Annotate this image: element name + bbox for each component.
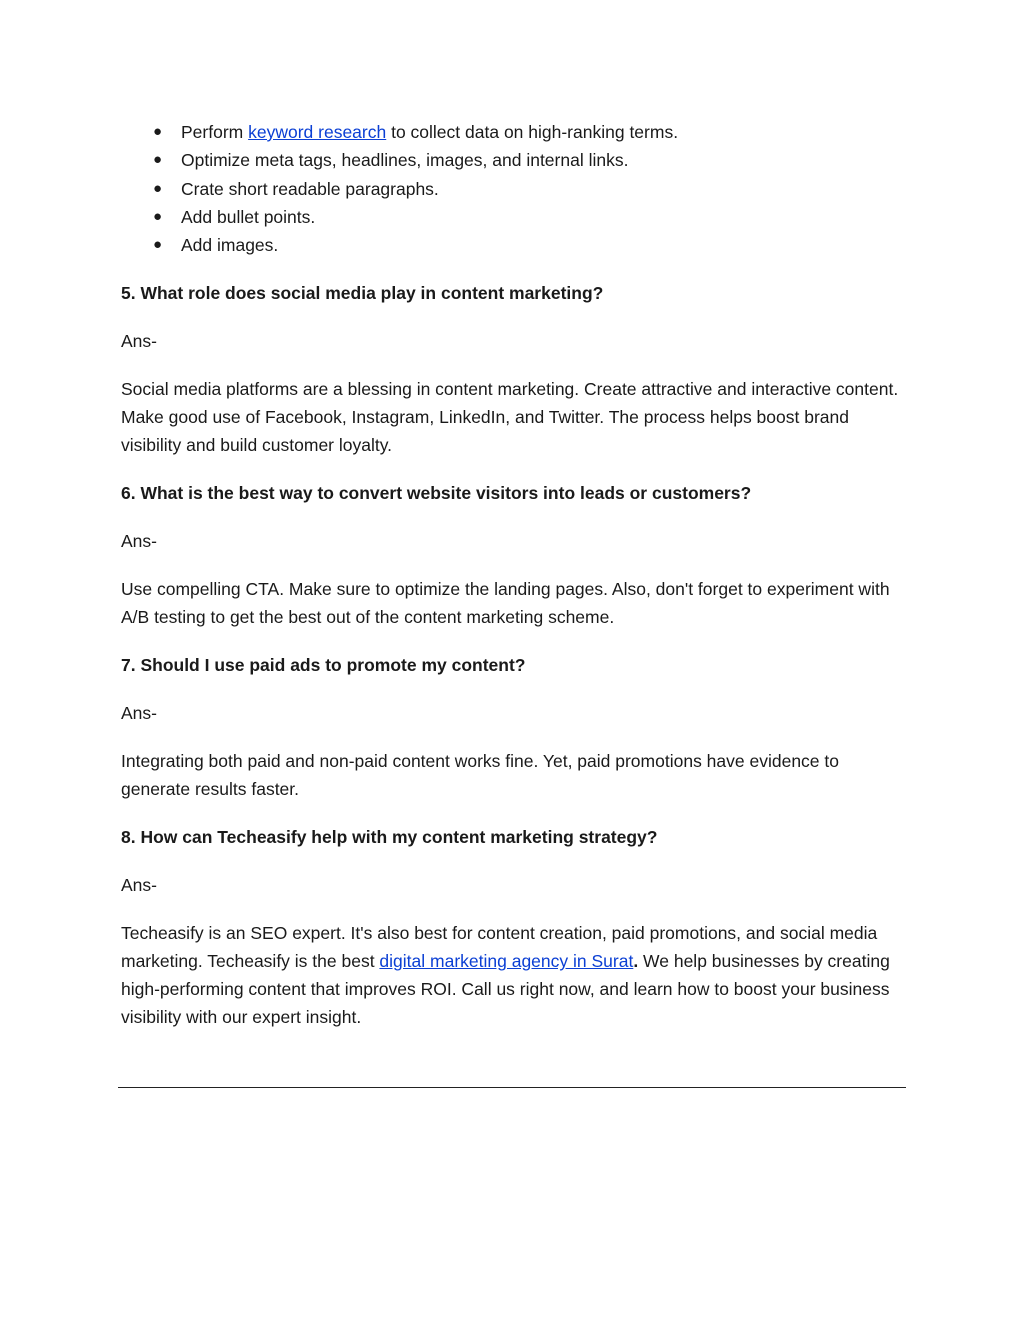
faq-question-6: 6. What is the best way to convert website visitors into leads or customers? [121,483,752,504]
list-item-text: Crate short readable paragraphs. [181,178,439,199]
faq-answer-5: Social media platforms are a blessing in content marketing. Create attractive and interactive content. Make good use of Facebook, Instagram, LinkedIn, and Twitter. The process helps boost brand visibility and build customer loyalty. [121,379,899,456]
digital-marketing-agency-link[interactable]: digital marketing agency in Surat [379,951,634,972]
faq-answer-label: Ans- [121,703,157,724]
keyword-research-link[interactable]: keyword research [248,122,387,142]
faq-answer-8-text-pre: Techeasify is an SEO expert. It's also best for content creation, paid promotions, and social media marketing. Techeasify is the best [121,923,878,972]
faq-answer-label: Ans- [121,875,157,896]
list-item [121,118,911,146]
bullet-icon: ● [153,207,163,225]
list-item-text: Optimize meta tags, headlines, images, and internal links. [181,150,629,171]
faq-answer-label: Ans- [121,531,157,552]
faq-answer-6: Use compelling CTA. Make sure to optimize the landing pages. Also, don't forget to experiment with A/B testing to get the best out of the content marketing scheme. [121,579,890,628]
faq-answer-8 [121,919,911,1031]
bullet-icon: ● [153,151,163,169]
horizontal-divider [118,1087,906,1088]
bullet-icon: ● [153,123,163,140]
faq-answer-7: Integrating both paid and non-paid content works fine. Yet, paid promotions have evidence to generate results faster. [121,751,839,800]
faq-answer-label: Ans- [121,331,157,352]
list-item [121,203,911,231]
list-item [121,146,911,174]
list-item [121,231,911,259]
list-item-text: Add bullet points. [181,206,316,227]
seo-tips-list [121,118,911,259]
faq-answer-8-text-post: We help businesses by creating high-performing content that improves ROI. Call us right now, and learn how to boost your business visibility with our expert insight. [121,951,890,1028]
faq-question-7: 7. Should I use paid ads to promote my content? [121,655,526,676]
faq-answer-8-period: . [633,951,639,972]
bullet-icon: ● [153,179,163,197]
faq-question-8: 8. How can Techeasify help with my content marketing strategy? [121,827,658,848]
list-item-text-pre: Perform [181,122,249,142]
list-item [121,175,911,203]
bullet-icon: ● [153,236,163,254]
list-item-text-post: to collect data on high-ranking terms. [386,122,679,142]
faq-question-5: 5. What role does social media play in content marketing? [121,283,604,304]
list-item-text: Add images. [181,235,279,256]
document-content [121,118,911,1051]
